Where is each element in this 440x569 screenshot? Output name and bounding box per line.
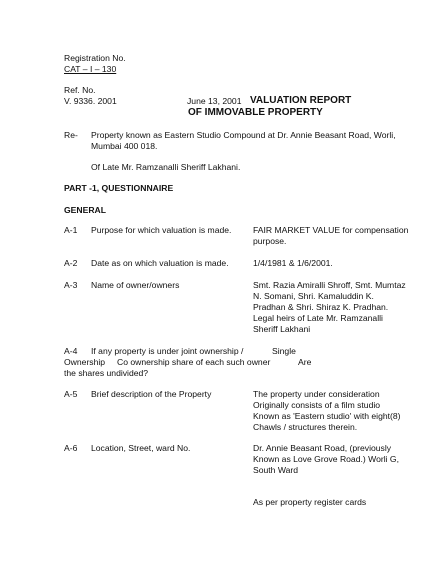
item-answer-line: 1/4/1981 & 1/6/2001. — [253, 258, 333, 268]
a4-question-line-3: the shares undivided? — [64, 368, 149, 378]
item-answer-line: Legal heirs of Late Mr. Ramzanalli — [253, 313, 383, 323]
item-question: Name of owner/owners — [91, 280, 180, 290]
item-answer-line: Smt. Razia Amiralli Shroff, Smt. Mumtaz — [253, 280, 406, 290]
item-answer-line: Pradhan & Shri. Shiraz K. Pradhan. — [253, 302, 389, 312]
item-id: A-3 — [64, 280, 78, 290]
a4-option-ownership: Ownership — [64, 357, 106, 367]
ref-number: V. 9336. 2001 — [64, 96, 117, 106]
re-line-3: Of Late Mr. Ramzanalli Sheriff Lakhani. — [91, 162, 241, 172]
re-line-2: Mumbai 400 018. — [91, 141, 158, 151]
ref-label: Ref. No. — [64, 85, 96, 95]
part-heading: PART -1, QUESTIONNAIRE — [64, 183, 174, 193]
item-id: A-5 — [64, 389, 78, 399]
item-answer-line: Sheriff Lakhani — [253, 324, 311, 334]
re-label: Re- — [64, 130, 78, 140]
footer-note: As per property register cards — [253, 497, 367, 507]
general-heading: GENERAL — [64, 205, 107, 215]
item-answer-line: South Ward — [253, 465, 299, 475]
report-title-line2: OF IMMOVABLE PROPERTY — [188, 107, 323, 118]
item-answer-line: Dr. Annie Beasant Road, (previously — [253, 443, 392, 453]
a4-question-line-1: If any property is under joint ownership / — [91, 346, 244, 356]
report-date: June 13, 2001 — [187, 96, 242, 106]
registration-label: Registration No. — [64, 53, 126, 63]
item-question: Purpose for which valuation is made. — [91, 225, 232, 235]
item-question: Brief description of the Property — [91, 389, 212, 399]
item-question: Date as on which valuation is made. — [91, 258, 229, 268]
item-id: A-2 — [64, 258, 78, 268]
a4-question-line-2: Co ownership share of each such owner — [117, 357, 271, 367]
item-id: A-1 — [64, 225, 78, 235]
item-question: Location, Street, ward No. — [91, 443, 191, 453]
re-line-1: Property known as Eastern Studio Compound at Dr. Annie Beasant Road, Worli, — [91, 130, 396, 140]
item-answer-line: Chawls / structures therein. — [253, 422, 358, 432]
item-answer-line: FAIR MARKET VALUE for compensation — [253, 225, 409, 235]
item-id: A-6 — [64, 443, 78, 453]
item-answer-line: Known as Love Grove Road.) Worli G, — [253, 454, 399, 464]
a4-question-are: Are — [298, 357, 312, 367]
item-answer-line: Originally consists of a film studio — [253, 400, 381, 410]
registration-number: CAT – I – 130 — [64, 64, 117, 74]
item-answer-line: The property under consideration — [253, 389, 380, 399]
item-answer-line: Known as 'Eastern studio' with eight(8) — [253, 411, 401, 421]
item-id: A-4 — [64, 346, 78, 356]
item-answer-line: purpose. — [253, 236, 287, 246]
item-answer-line: N. Somani, Shri. Kamaluddin K. — [253, 291, 374, 301]
a4-option-single: Single — [272, 346, 296, 356]
report-title-line1: VALUATION REPORT — [250, 95, 352, 106]
